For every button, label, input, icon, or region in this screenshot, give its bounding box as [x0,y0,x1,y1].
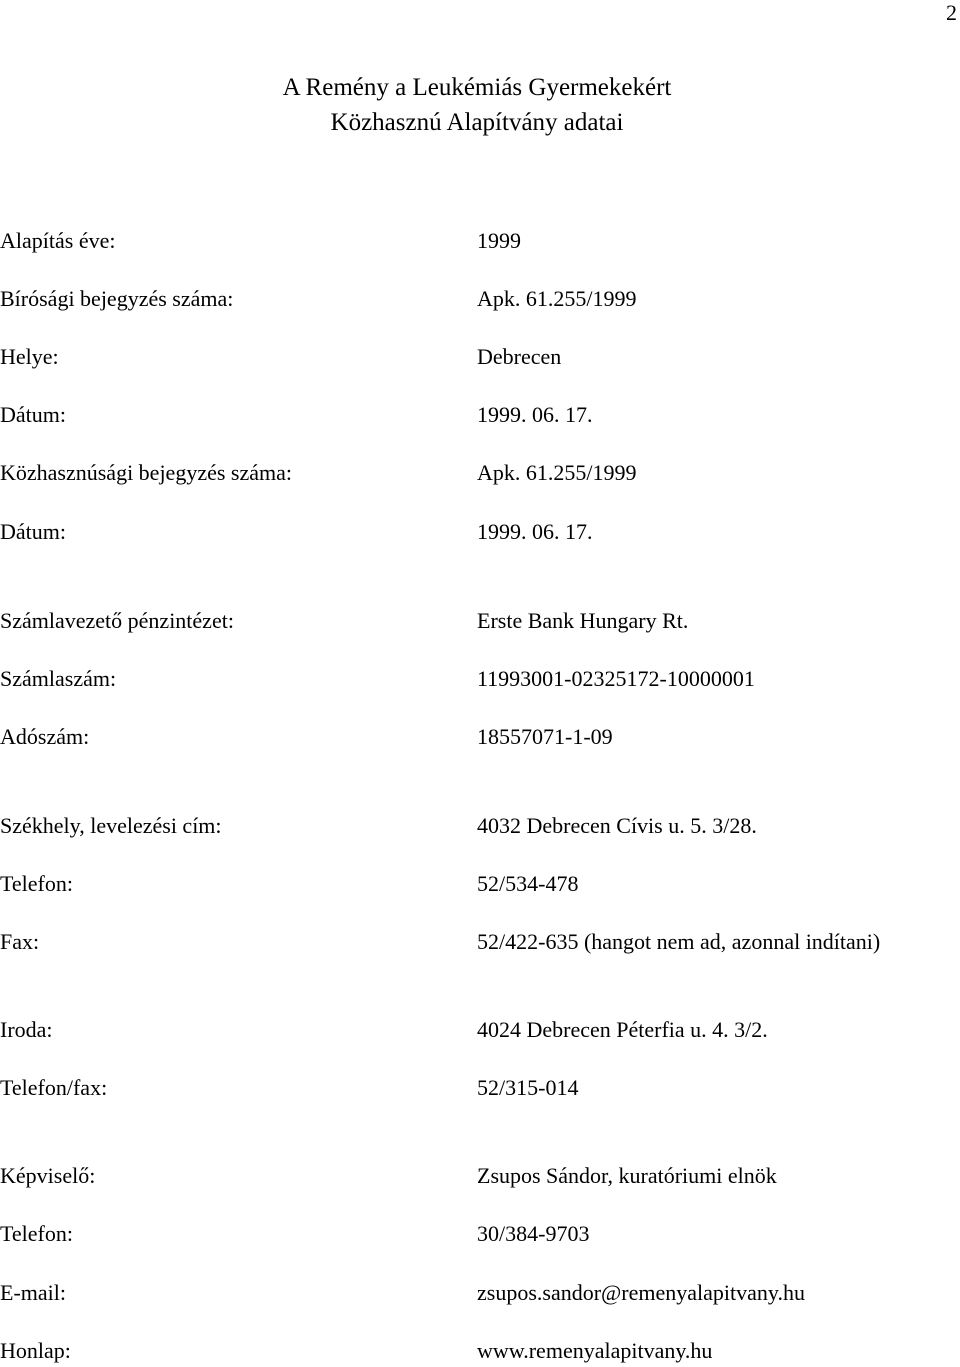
field-court-registration-number [0,283,960,315]
field-office [0,1014,960,1046]
field-value: 1999 [477,228,521,253]
field-label: Helye: [0,344,59,369]
field-value: 52/534-478 [477,871,579,896]
field-label: Fax: [0,929,40,954]
field-value: Debrecen [477,344,562,369]
field-representative [0,1160,960,1192]
field-label: Adószám: [0,724,90,749]
field-label: Alapítás éve: [0,228,116,253]
field-value: 52/315-014 [477,1075,579,1100]
field-value: 1999. 06. 17. [477,519,593,544]
title-line-2: Közhasznú Alapítvány adatai [330,109,624,136]
field-label: Iroda: [0,1017,53,1042]
document-title [0,70,954,140]
field-value: 4032 Debrecen Cívis u. 5. 3/28. [477,813,757,838]
field-value: 4024 Debrecen Péterfia u. 4. 3/2. [477,1017,768,1042]
field-label: E-mail: [0,1280,66,1305]
field-location [0,341,960,373]
field-value: 30/384-9703 [477,1221,590,1246]
field-date-2 [0,516,960,548]
field-value: 18557071-1-09 [477,724,613,749]
field-label: Telefon: [0,871,73,896]
field-website [0,1335,960,1367]
field-bank [0,605,960,637]
title-line-1: A Remény a Leukémiás Gyermekekért [282,74,672,101]
field-representative-phone [0,1218,960,1250]
field-value: Zsupos Sándor, kuratóriumi elnök [477,1163,777,1188]
field-phone-fax [0,1072,960,1104]
field-value: 11993001-02325172-10000001 [477,666,755,691]
field-headquarters-address [0,810,960,842]
field-label: Bírósági bejegyzés száma: [0,286,234,311]
field-label: Dátum: [0,402,66,427]
field-label: Dátum: [0,519,66,544]
field-founding-year [0,225,960,257]
field-phone [0,868,960,900]
field-label: Közhasznúsági bejegyzés száma: [0,460,292,485]
field-label: Telefon/fax: [0,1075,108,1100]
field-value: Apk. 61.255/1999 [477,286,637,311]
field-label: Honlap: [0,1338,71,1363]
field-label: Számlavezető pénzintézet: [0,608,234,633]
field-value: Apk. 61.255/1999 [477,460,637,485]
field-label: Számlaszám: [0,666,117,691]
field-value: zsupos.sandor@remenyalapitvany.hu [477,1280,805,1305]
field-date [0,399,960,431]
field-value: www.remenyalapitvany.hu [477,1338,713,1363]
field-value: 52/422-635 (hangot nem ad, azonnal indítani) [477,929,881,954]
field-value: 1999. 06. 17. [477,402,593,427]
field-label: Telefon: [0,1221,73,1246]
field-label: Képviselő: [0,1163,96,1188]
field-fax [0,926,960,958]
page-number: 2 [946,0,957,25]
field-email [0,1277,960,1309]
field-account-number [0,663,960,695]
field-public-benefit-registration-number [0,457,960,489]
field-label: Székhely, levelezési cím: [0,813,222,838]
field-value: Erste Bank Hungary Rt. [477,608,689,633]
field-tax-number [0,721,960,753]
